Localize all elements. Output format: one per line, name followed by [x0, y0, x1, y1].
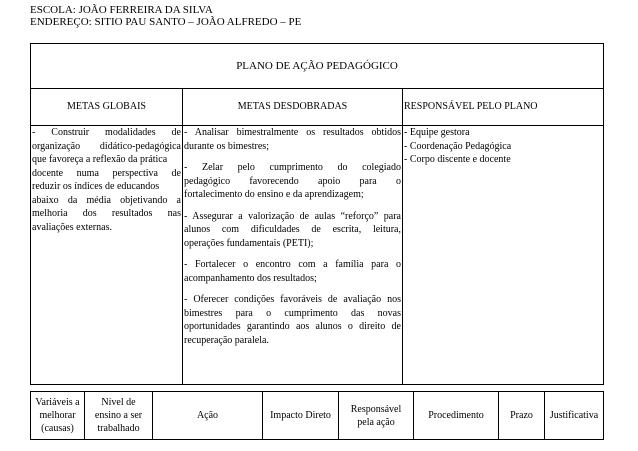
action-plan-table — [30, 43, 604, 385]
grid-col-deadline: Prazo — [499, 392, 545, 440]
grid-col-action: Ação — [153, 392, 263, 440]
responsible-item: - Equipe gestora — [404, 127, 470, 138]
detailed-goal-line: - Analisar bimestralmente os resultados obtidos — [184, 127, 401, 138]
detailed-goal-line: operações fundamentais (PETI); — [184, 237, 314, 249]
grid-col-level — [85, 392, 153, 440]
grid-col-responsible — [339, 392, 414, 440]
detailed-goal-line: - Zelar pelo cumprimento do colegiado — [184, 162, 401, 173]
detailed-goal-line: recuperação paralela. — [184, 334, 269, 346]
column-detailed-goals: METAS DESDOBRADAS — [183, 89, 403, 126]
grid-col-variables-line: (causas) — [41, 423, 74, 434]
global-goals-line: que favoreça a reflexão da prática — [32, 154, 168, 165]
responsible-item: - Coordenação Pedagógica — [404, 140, 512, 152]
detailed-goal-item — [184, 258, 401, 285]
column-global-goals: METAS GLOBAIS — [31, 89, 183, 126]
detailed-goal-line: - Oferecer condições favoráveis de avaliação nos — [184, 294, 401, 305]
global-goals-line: reduzir os índices de educandos — [32, 181, 160, 192]
grid-col-variables-line: melhorar — [39, 410, 76, 421]
detailed-goal-line: bimestres para o cumprimento das novas — [184, 307, 401, 319]
grid-col-procedure: Procedimento — [414, 392, 499, 440]
grid-col-level-line: trabalhado — [97, 423, 140, 434]
plan-title: PLANO DE AÇÃO PEDAGÓGICO — [31, 44, 604, 89]
grid-col-variables-line: Variáveis a — [35, 397, 80, 408]
grid-col-responsible-line: Responsável — [350, 403, 402, 415]
detailed-goal-line: acompanhamento dos resultados; — [184, 272, 317, 284]
detailed-goal-line: durante os bimestres; — [184, 140, 269, 152]
detailed-goal-line: - Assegurar a valorização de aulas “reforço” para — [184, 210, 401, 222]
responsible-item: - Corpo discente e docente — [404, 154, 511, 165]
global-goals-line: avaliações externas. — [32, 221, 112, 233]
school-name: ESCOLA: JOÃO FERREIRA DA SILVA — [30, 4, 213, 16]
detailed-goals-cell — [183, 126, 403, 385]
responsible-cell — [403, 126, 604, 385]
global-goals-line: melhoria dos resultados nas — [32, 208, 181, 219]
detailed-goal-line: fortalecimento do ensino e da aprendizagem; — [184, 189, 364, 200]
detailed-goal-line: pedagógico favorecendo apoio para o — [184, 175, 401, 187]
global-goals-line: - Construir modalidades de — [32, 127, 181, 138]
global-goals-line: abaixo da média objetivando a — [32, 194, 181, 206]
global-goals-line: organização didático-pedagógica — [32, 140, 181, 152]
detailed-goal-line: oportunidades garantindo aos alunos o direito de — [184, 321, 401, 332]
detailed-goal-item — [184, 210, 401, 251]
grid-col-level-line: Nível de — [101, 397, 136, 408]
grid-col-variables — [31, 392, 85, 440]
global-goals-cell — [31, 126, 183, 385]
action-grid-header — [30, 391, 604, 440]
detailed-goal-line: alunos com dificuldades de escrita, leitura, — [184, 224, 401, 235]
global-goals-line: docente numa perspectiva de — [32, 167, 181, 179]
detailed-goal-item — [184, 161, 401, 202]
column-responsible: RESPONSÁVEL PELO PLANO — [403, 89, 604, 126]
grid-col-impact: Impacto Direto — [263, 392, 339, 440]
grid-col-responsible-line: pela ação — [357, 416, 395, 428]
detailed-goal-item — [184, 126, 401, 153]
grid-col-justification: Justificativa — [545, 392, 604, 440]
detailed-goal-item — [184, 293, 401, 347]
school-address: ENDEREÇO: SITIO PAU SANTO – JOÃO ALFREDO – PE — [30, 16, 302, 28]
grid-col-level-line: ensino a ser — [94, 410, 143, 421]
detailed-goal-line: - Fortalecer o encontro com a família para o — [184, 259, 401, 270]
